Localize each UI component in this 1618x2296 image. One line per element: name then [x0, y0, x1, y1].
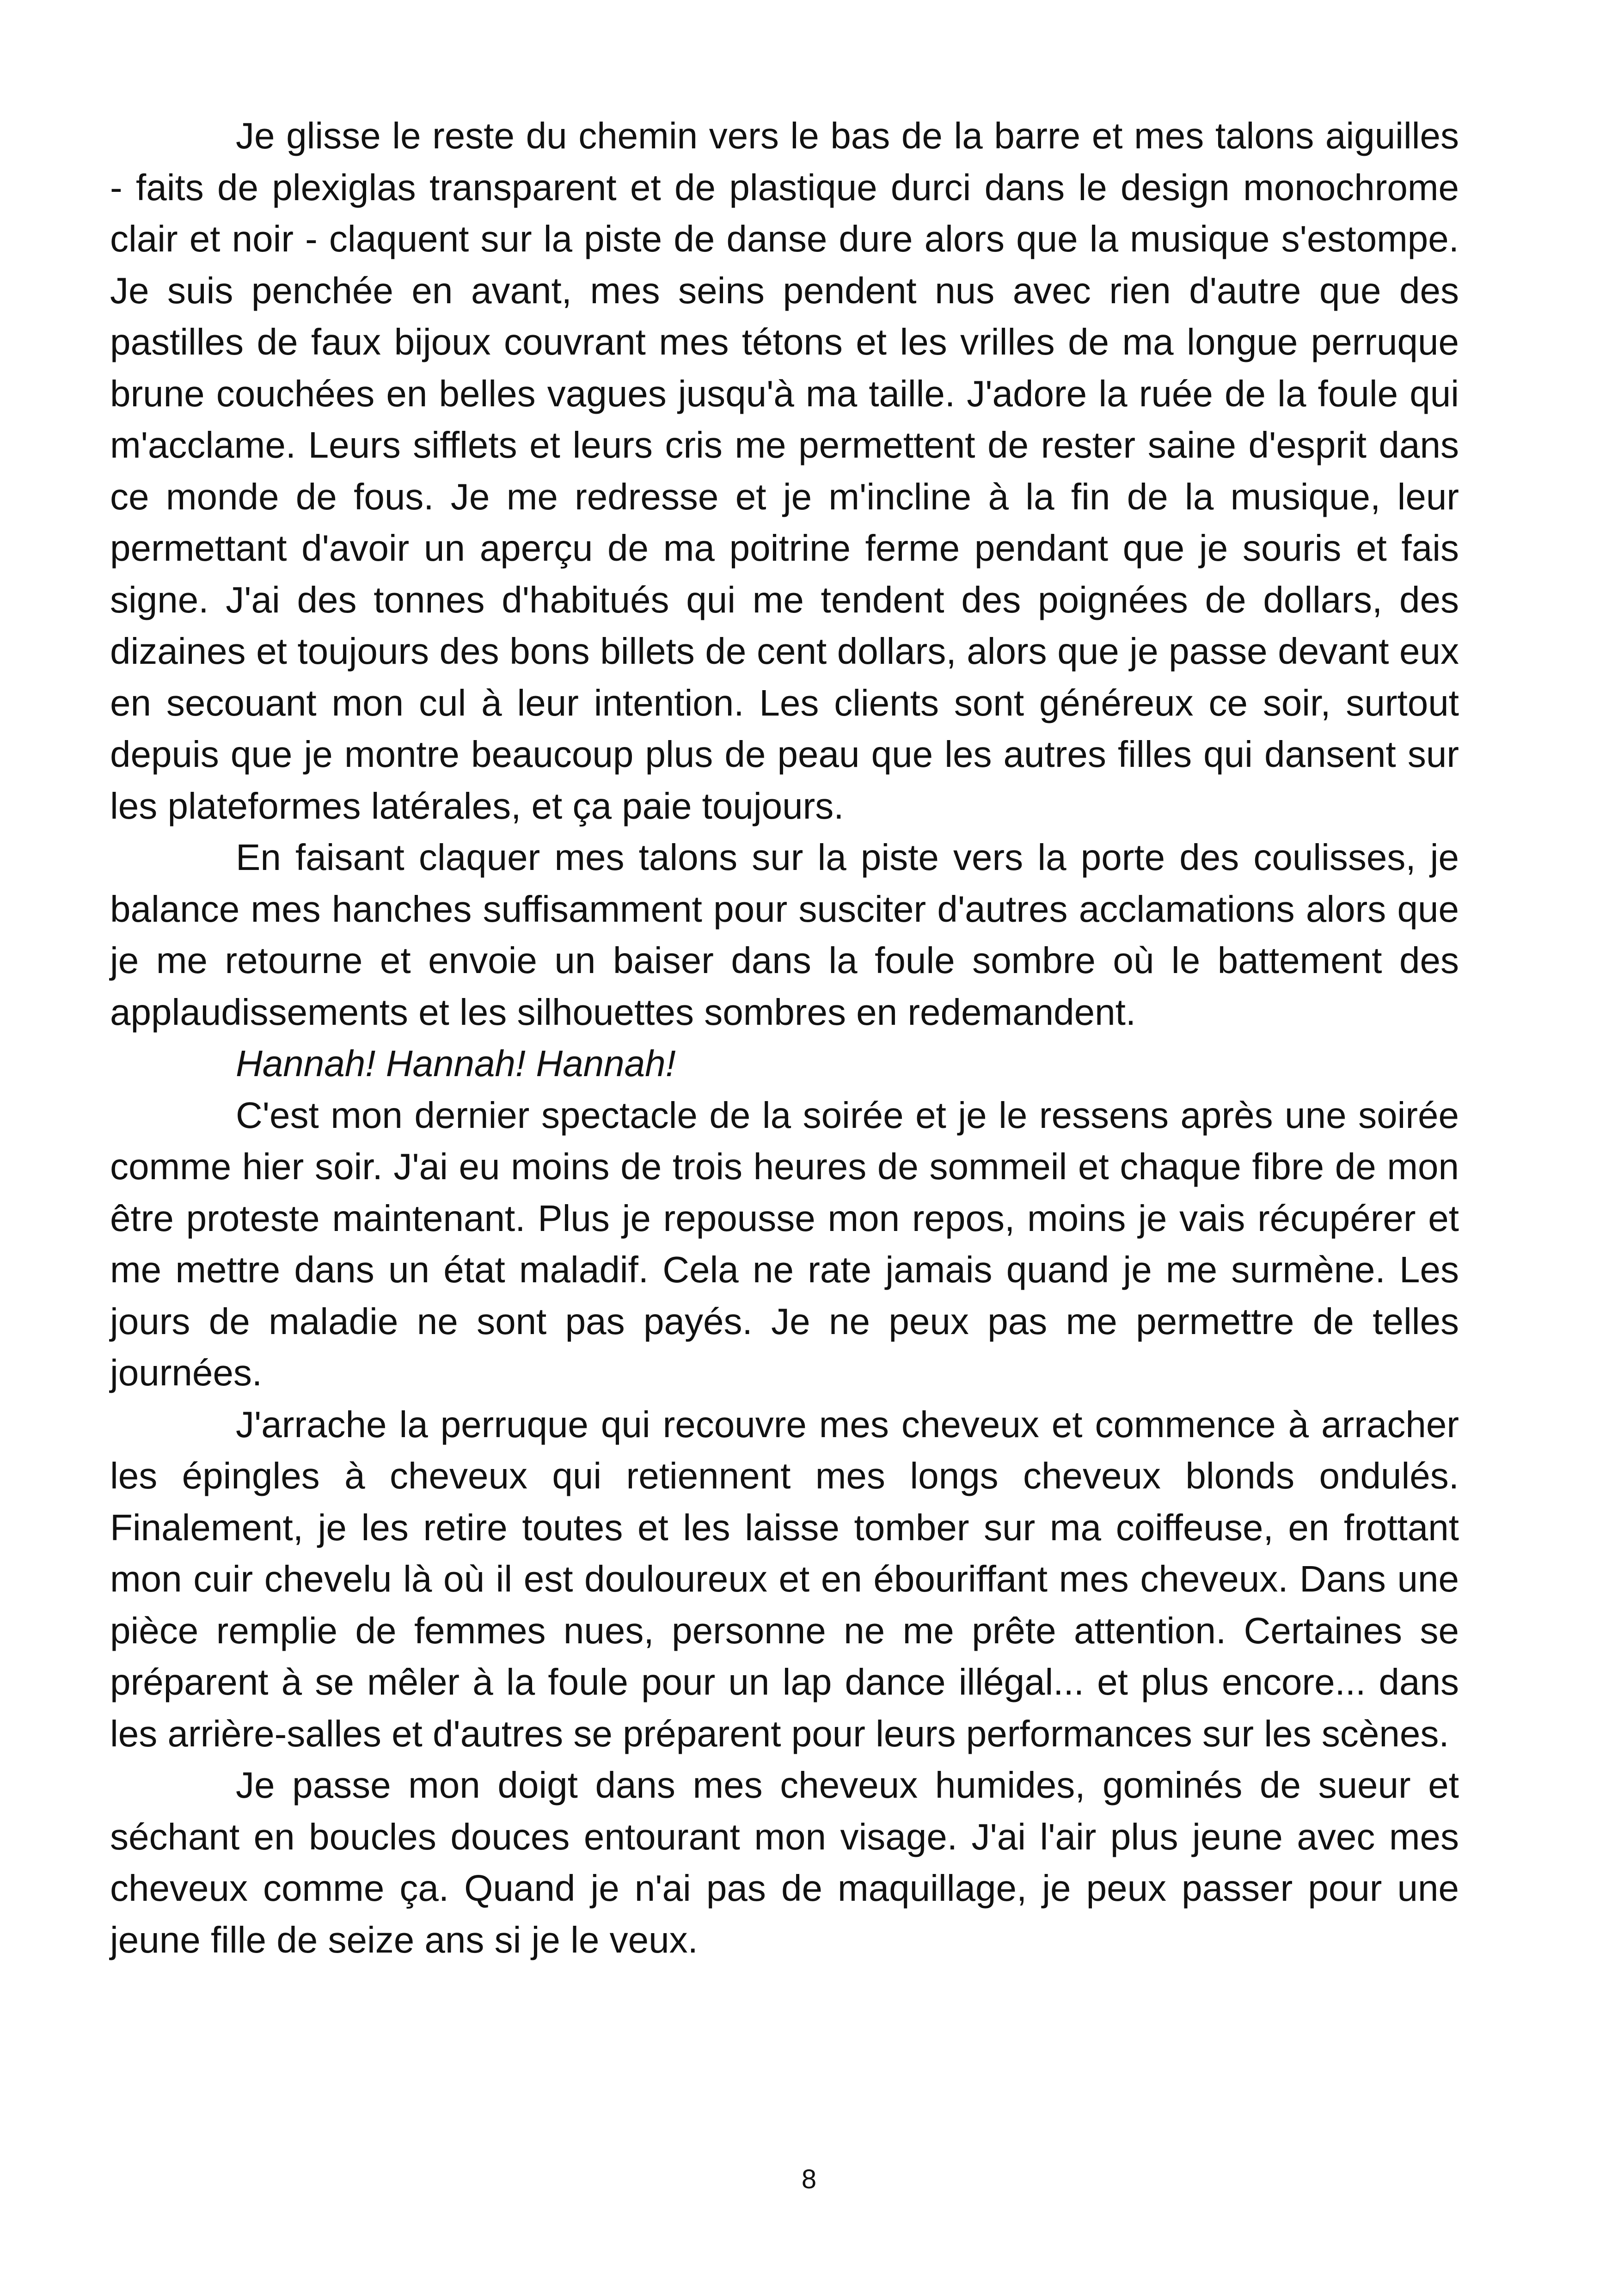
paragraph-5: J'arrache la perruque qui recouvre mes cheveux et commence à arracher les épingles à cheveux qui retiennent mes longs cheveux blonds ondulés. Finalement, je les retire toutes et les laisse tomber sur ma coiffeuse, en frottant mon cuir chevelu là où il est douloureux et en ébouriffant mes cheveux. Dans une pièce remplie de femmes nues, personne ne me prête attention. Certaines se préparent à se mêler à la foule pour un lap dance illégal... et plus encore... dans les arrière-salles et d'autres se préparent pour leurs performances sur les scènes.	[110, 1403, 1459, 1754]
page-number: 8	[801, 2164, 817, 2194]
paragraph-3-italic: Hannah! Hannah! Hannah!	[236, 1043, 676, 1084]
paragraph-1: Je glisse le reste du chemin vers le bas de la barre et mes talons aiguilles - faits de plexiglas transparent et de plastique durci dans le design monochrome clair et noir - claquent sur la piste de danse dure alors que la musique s'estompe. Je suis penchée en avant, mes seins pendent nus avec rien d'autre que des pastilles de faux bijoux couvrant mes tétons et les vrilles de ma longue perruque brune couchées en belles vagues jusqu'à ma taille. J'adore la ruée de la foule qui m'acclame. Leurs sifflets et leurs cris me permettent de rester saine d'esprit dans ce monde de fous. Je me redresse et je m'incline à la fin de la musique, leur permettant d'avoir un aperçu de ma poitrine ferme pendant que je souris et fais signe. J'ai des tonnes d'habitués qui me tendent des poignées de dollars, des dizaines et toujours des bons billets de cent dollars, alors que je passe devant eux en secouant mon cul à leur intention. Les clients sont généreux ce soir, surtout depuis que je montre beaucoup plus de peau que les autres filles qui dansent sur les plateformes latérales, et ça paie toujours.	[110, 115, 1459, 827]
paragraph-4: C'est mon dernier spectacle de la soirée et je le ressens après une soirée comme hier soir. J'ai eu moins de trois heures de sommeil et chaque fibre de mon être proteste maintenant. Plus je repousse mon repos, moins je vais récupérer et me mettre dans un état maladif. Cela ne rate jamais quand je me surmène. Les jours de maladie ne sont pas payés. Je ne peux pas me permettre de telles journées.	[110, 1094, 1459, 1393]
paragraph-2: En faisant claquer mes talons sur la piste vers la porte des coulisses, je balance mes hanches suffisamment pour susciter d'autres acclamations alors que je me retourne et envoie un baiser dans la foule sombre où le battement des applaudissements et les silhouettes sombres en redemandent.	[110, 837, 1459, 1033]
paragraph-6: Je passe mon doigt dans mes cheveux humides, gominés de sueur et séchant en boucles douces entourant mon visage. J'ai l'air plus jeune avec mes cheveux comme ça. Quand je n'ai pas de maquillage, je peux passer pour une jeune fille de seize ans si je le veux.	[110, 1764, 1459, 1960]
body-text	[110, 110, 1459, 1965]
